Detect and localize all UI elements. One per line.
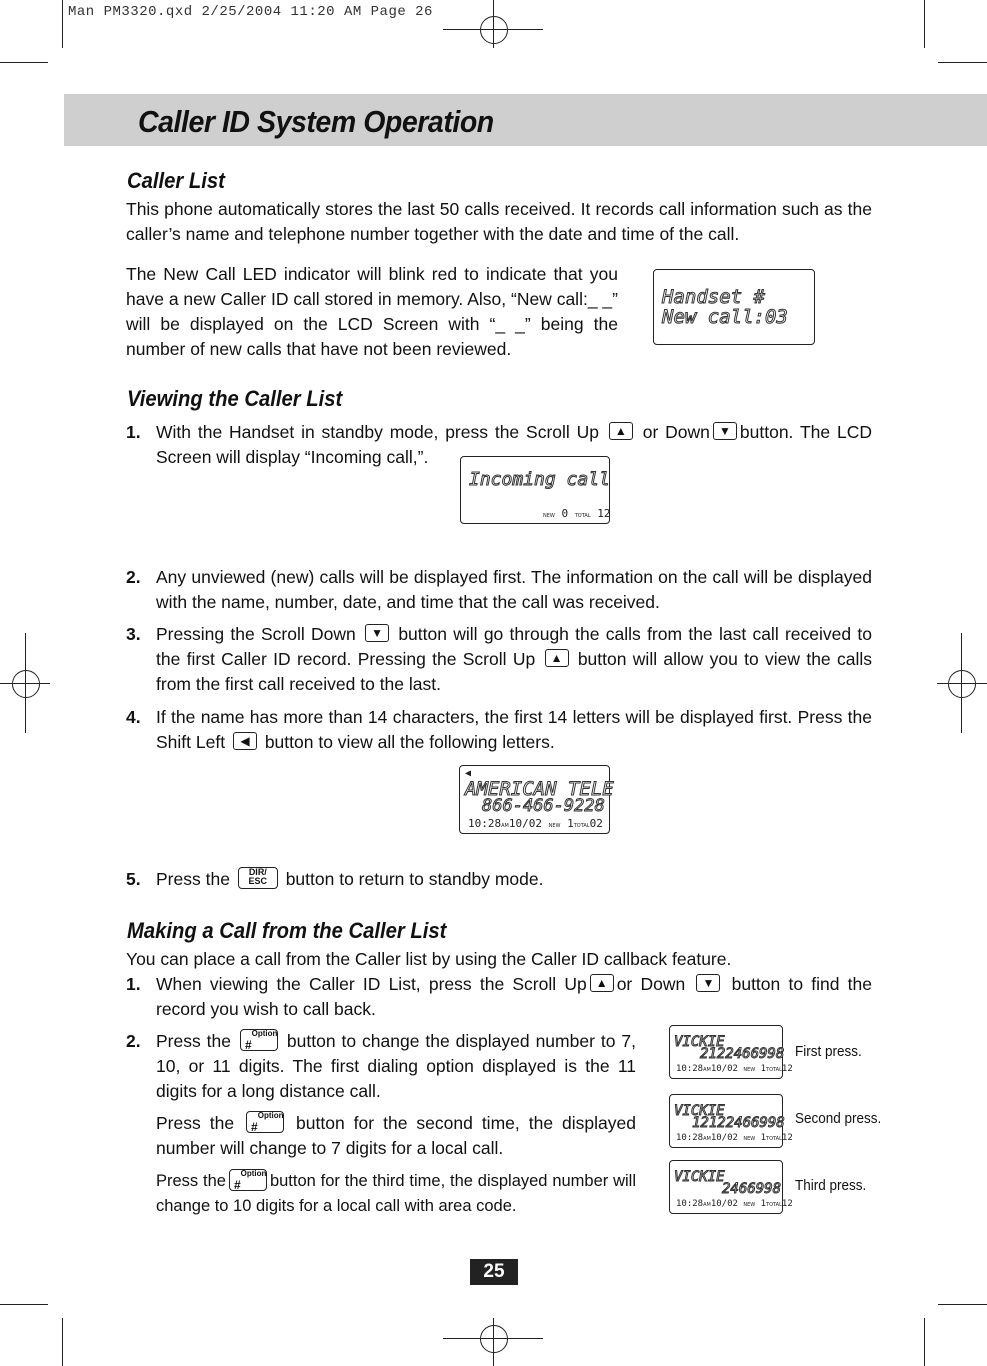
step-number: 2. bbox=[126, 1031, 141, 1051]
step-text: button to view all the following letters. bbox=[264, 732, 555, 752]
dir-esc-button-icon: DIR/ ESC bbox=[238, 867, 278, 889]
section-heading-caller-list: Caller List bbox=[127, 168, 225, 193]
shift-left-button-icon: ◀ bbox=[233, 732, 257, 750]
making-step-1 bbox=[156, 972, 872, 1022]
step-text: With the Handset in standby mode, press the Scroll Up bbox=[156, 422, 600, 442]
making-call-intro: You can place a call from the Caller list by using the Caller ID callback feature. bbox=[126, 949, 732, 969]
scroll-down-button-icon: ▼ bbox=[365, 624, 389, 642]
lcd-second-press bbox=[669, 1094, 793, 1148]
viewing-step-2: Any unviewed (new) calls will be displayed first. The information on the call will be displayed with the name, number, date, and time that the call was received. bbox=[156, 567, 872, 612]
lcd-line-1: Incoming call bbox=[469, 469, 610, 490]
viewing-step-4 bbox=[156, 705, 872, 755]
lcd-status: NEW 0 TOTAL 12 bbox=[543, 507, 611, 520]
step-text: Press the bbox=[156, 1172, 226, 1190]
registration-line bbox=[937, 683, 987, 684]
step-number: 3. bbox=[126, 624, 141, 644]
lcd-status: 10:28AM10/02 NEW 1TOTAL02 bbox=[468, 817, 603, 830]
lcd-line-2: 866-466-9228 bbox=[482, 796, 605, 816]
lcd-line-2: New call:03 bbox=[662, 306, 788, 328]
step-number: 1. bbox=[126, 422, 141, 442]
lcd-status: 10:28AM10/02 NEW 1TOTAL12 bbox=[676, 1064, 793, 1074]
print-slug: Man PM3320.qxd 2/25/2004 11:20 AM Page 26 bbox=[68, 4, 433, 20]
lcd-caller-number: 2122466998 bbox=[700, 1046, 785, 1062]
registration-mark bbox=[12, 670, 40, 698]
section-heading-making-call: Making a Call from the Caller List bbox=[127, 918, 447, 943]
step-text: When viewing the Caller ID List, press the Scroll Up bbox=[156, 974, 587, 994]
making-step-2 bbox=[156, 1029, 636, 1104]
step-text: button to change the displayed number to 7, 10, or 11 digits. The first dialing option displayed is the 11 digits for a long distance call. bbox=[156, 1031, 636, 1101]
lcd-left-arrow: ◀ bbox=[465, 768, 472, 779]
registration-mark bbox=[948, 670, 976, 698]
step-text: Press the bbox=[156, 1031, 232, 1051]
crop-mark bbox=[62, 1318, 63, 1366]
making-step-2b bbox=[156, 1111, 636, 1161]
step-text: Press the bbox=[156, 1113, 235, 1133]
step-number: 4. bbox=[126, 707, 141, 727]
making-step-2c bbox=[156, 1169, 636, 1219]
step-number: 5. bbox=[126, 869, 141, 889]
scroll-down-button-icon: ▼ bbox=[713, 422, 737, 440]
lcd-caller-number: 2466998 bbox=[722, 1181, 782, 1197]
scroll-up-button-icon: ▲ bbox=[545, 649, 569, 667]
registration-line bbox=[961, 633, 962, 733]
scroll-up-button-icon: ▲ bbox=[590, 974, 614, 992]
registration-line bbox=[493, 1318, 494, 1366]
option-button-icon: #$^{Option}$ bbox=[246, 1111, 284, 1133]
lcd-handset-new-call bbox=[653, 269, 815, 345]
caption-first-press: First press. bbox=[795, 1043, 862, 1060]
crop-mark bbox=[924, 1318, 925, 1366]
page-title: Caller ID System Operation bbox=[138, 104, 494, 139]
step-number: 2. bbox=[126, 567, 141, 587]
lcd-caller-name: VICKIE bbox=[674, 1103, 725, 1119]
option-button-icon: #$^{Option}$ bbox=[229, 1169, 267, 1191]
registration-line bbox=[493, 0, 494, 48]
scroll-down-button-icon: ▼ bbox=[696, 974, 720, 992]
step-text: or Down bbox=[616, 974, 686, 994]
registration-mark bbox=[480, 16, 508, 44]
lcd-status: 10:28AM10/02 NEW 1TOTAL12 bbox=[676, 1133, 793, 1143]
crop-mark bbox=[0, 1304, 48, 1305]
scroll-up-button-icon: ▲ bbox=[609, 422, 633, 440]
lcd-line-1: AMERICAN TELE bbox=[465, 778, 614, 800]
step-text: or Down bbox=[642, 422, 710, 442]
registration-line bbox=[25, 633, 26, 733]
new-call-paragraph: The New Call LED indicator will blink red to indicate that you have a new Caller ID call stored in memory. Also, “New call:_ _” will be displayed on the LCD Screen with “_ _” being the number of new calls that have not been reviewed. bbox=[126, 264, 618, 359]
caller-list-paragraph: This phone automatically stores the last 50 calls received. It records call information such as the caller’s name and telephone number together with the date and time of the call. bbox=[126, 199, 872, 244]
lcd-american-tele bbox=[459, 765, 614, 834]
lcd-incoming-call bbox=[460, 456, 610, 524]
caption-second-press: Second press. bbox=[795, 1110, 882, 1127]
viewing-step-5 bbox=[156, 867, 872, 892]
viewing-step-3 bbox=[156, 622, 872, 697]
step-text: If the name has more than 14 characters, the first 14 letters will be displayed first. Press the Shift Left bbox=[156, 707, 872, 752]
step-text: button to find the record you wish to call back. bbox=[156, 974, 872, 1019]
crop-mark bbox=[938, 1304, 987, 1305]
step-text: button. The LCD Screen will display “Incoming call,”. bbox=[156, 422, 872, 467]
step-text: Pressing the Scroll Down bbox=[156, 624, 356, 644]
lcd-line-1: Handset # bbox=[662, 286, 765, 308]
option-button-icon: #$^{Option}$ bbox=[240, 1029, 278, 1051]
crop-mark bbox=[924, 0, 925, 48]
crop-mark bbox=[62, 0, 63, 48]
section-heading-viewing: Viewing the Caller List bbox=[127, 386, 343, 411]
lcd-caller-name: VICKIE bbox=[674, 1034, 725, 1050]
crop-mark bbox=[0, 62, 48, 63]
step-text: Press the bbox=[156, 869, 230, 889]
page-number: 25 bbox=[470, 1259, 518, 1285]
lcd-status: 10:28AM10/02 NEW 1TOTAL12 bbox=[676, 1199, 793, 1209]
lcd-first-press bbox=[669, 1025, 793, 1079]
lcd-third-press bbox=[669, 1160, 793, 1214]
step-text: button for the third time, the displayed number will change to 10 digits for a local call with area code. bbox=[156, 1172, 637, 1215]
step-text: button will allow you to view the calls from the first call received to the last. bbox=[156, 649, 872, 694]
step-text: button to return to standby mode. bbox=[285, 869, 544, 889]
caption-third-press: Third press. bbox=[795, 1177, 867, 1194]
lcd-caller-number: 12122466998 bbox=[692, 1115, 785, 1131]
crop-mark bbox=[938, 62, 987, 63]
step-text: button will go through the calls from the last call received to the first Caller ID record. Pressing the Scroll Up bbox=[156, 624, 872, 669]
step-text: button for the second time, the displayed number will change to 7 digits for a local call. bbox=[156, 1113, 636, 1158]
step-number: 1. bbox=[126, 974, 141, 994]
lcd-caller-name: VICKIE bbox=[674, 1169, 725, 1185]
registration-mark bbox=[480, 1325, 508, 1353]
